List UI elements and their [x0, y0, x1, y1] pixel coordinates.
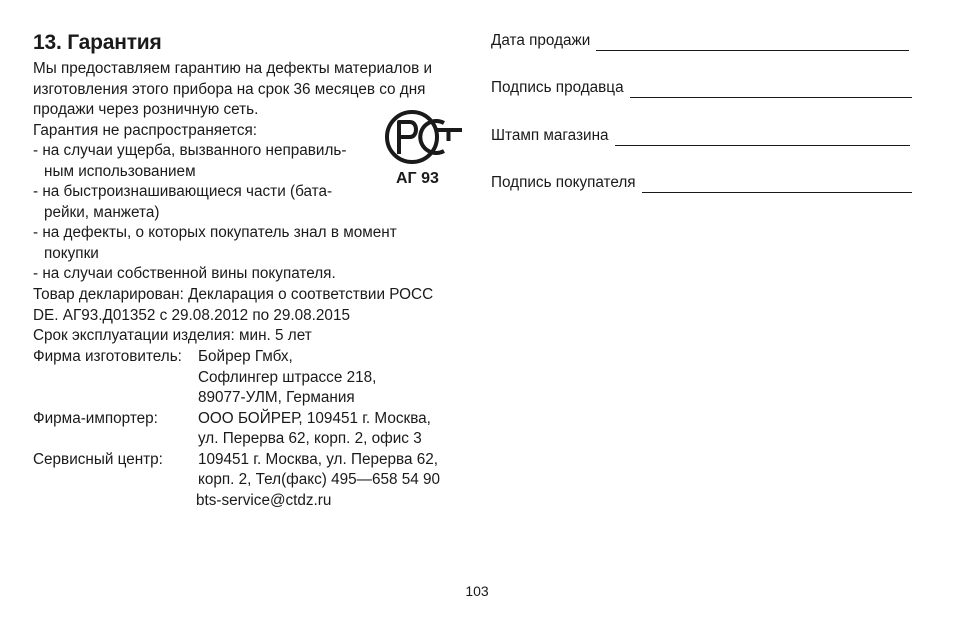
importer-label: Фирма-импортер:	[33, 410, 158, 427]
exclusion-item: - на быстроизнашивающиеся части (бата-	[33, 183, 333, 200]
field-label: Штамп магазина	[491, 127, 609, 144]
manufacturer-line: Бойрер Гмбх,	[198, 348, 293, 365]
declaration-line: Товар декларирован: Декларация о соответствии РОСС	[33, 286, 434, 303]
intro-line: Мы предоставляем гарантию на дефекты материалов и	[33, 60, 433, 77]
exclusion-item: - на случаи ущерба, вызванного неправиль-	[33, 142, 347, 159]
service-center-label: Сервисный центр:	[33, 451, 163, 468]
section-heading: 13. Гарантия	[33, 31, 162, 54]
signature-line	[596, 35, 909, 51]
service-center-line: корп. 2, Тел(факс) 495—658 54 90	[198, 471, 440, 488]
service-center-email: bts-service@ctdz.ru	[196, 492, 332, 509]
service-life: Срок эксплуатации изделия: мин. 5 лет	[33, 327, 312, 344]
importer-line: ООО БОЙРЕР, 109451 г. Москва,	[198, 410, 431, 427]
exclusion-item-continued: покупки	[44, 245, 99, 262]
seller-signature-field[interactable]	[491, 78, 912, 98]
manufacturer-line: Софлингер штрассе 218,	[198, 369, 377, 386]
sale-date-field[interactable]	[491, 31, 909, 51]
manufacturer-line: 89077-УЛМ, Германия	[198, 389, 355, 406]
signature-line	[630, 82, 912, 98]
declaration-line: DE. АГ93.Д01352 с 29.08.2012 по 29.08.2015	[33, 307, 350, 324]
importer-line: ул. Перерва 62, корп. 2, офис 3	[198, 430, 422, 447]
exclusion-item-continued: ным использованием	[44, 163, 196, 180]
rst-certification-mark-icon	[384, 108, 464, 170]
field-label: Дата продажи	[491, 32, 591, 49]
signature-line	[642, 177, 912, 193]
signature-line	[615, 130, 910, 146]
shop-stamp-field[interactable]	[491, 126, 910, 146]
certification-mark	[384, 108, 464, 190]
field-label: Подпись покупателя	[491, 174, 636, 191]
intro-line: изготовления этого прибора на срок 36 месяцев со дня	[33, 81, 426, 98]
exclusions-heading: Гарантия не распространяется:	[33, 122, 258, 139]
exclusion-item: - на случаи собственной вины покупателя.	[33, 265, 336, 282]
field-label: Подпись продавца	[491, 79, 624, 96]
buyer-signature-field[interactable]	[491, 173, 912, 193]
exclusion-item: - на дефекты, о которых покупатель знал в момент	[33, 224, 397, 241]
certification-code: АГ 93	[396, 170, 439, 187]
intro-line: продажи через розничную сеть.	[33, 101, 259, 118]
manufacturer-label: Фирма изготовитель:	[33, 348, 182, 365]
service-center-line: 109451 г. Москва, ул. Перерва 62,	[198, 451, 438, 468]
page-number: 103	[465, 583, 489, 599]
exclusion-item-continued: рейки, манжета)	[44, 204, 160, 221]
